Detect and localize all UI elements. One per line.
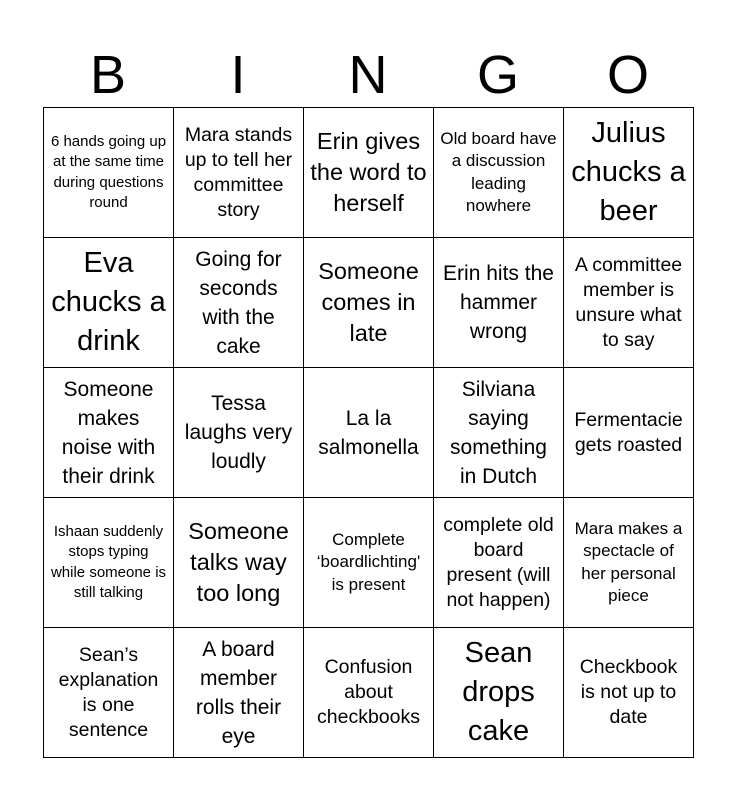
bingo-cell[interactable] (434, 238, 564, 368)
bingo-cell[interactable] (44, 108, 174, 238)
bingo-cell[interactable] (174, 628, 304, 758)
bingo-cell[interactable] (564, 108, 694, 238)
header-letter-n: N (348, 45, 388, 105)
header-letter-g: G (476, 45, 519, 105)
bingo-cell[interactable] (564, 498, 694, 628)
cell-text: La la salmonella (318, 406, 419, 459)
cell-text: Someone talks way too long (188, 518, 289, 606)
cell-text: complete old board present (will not happen) (443, 513, 554, 611)
bingo-cell[interactable] (304, 368, 434, 498)
cell-text: 6 hands going up at the same time during questions round (50, 132, 167, 211)
cell-text: Confusion about checkbooks (317, 656, 420, 728)
header-letter-b: B (89, 45, 127, 105)
cell-text: Going for seconds with the cake (195, 247, 282, 358)
bingo-cell[interactable] (434, 628, 564, 758)
cell-text: Old board have a discussion leading nowhere (440, 128, 557, 215)
bingo-cell[interactable] (304, 238, 434, 368)
cell-text: Complete ‘boardlichting' is present (316, 529, 421, 594)
bingo-cell[interactable] (304, 108, 434, 238)
cell-text: Checkbook is not up to date (579, 656, 678, 728)
header-letter-i: I (230, 45, 246, 105)
bingo-cell[interactable] (304, 628, 434, 758)
bingo-cell[interactable] (174, 238, 304, 368)
bingo-cell[interactable] (564, 368, 694, 498)
bingo-cell[interactable] (44, 238, 174, 368)
bingo-cell[interactable] (174, 498, 304, 628)
cell-text: Tessa laughs very loudly (184, 392, 293, 473)
cell-text: A board member rolls their eye (195, 637, 282, 748)
cell-text: Julius chucks a beer (571, 117, 686, 227)
cell-text: Silviana saying something in Dutch (450, 377, 547, 488)
cell-text: Eva chucks a drink (51, 247, 166, 357)
bingo-cell[interactable] (564, 238, 694, 368)
header-letter-o: O (606, 45, 649, 105)
cell-text: A committee member is unsure what to say (574, 253, 683, 351)
bingo-cell[interactable] (174, 368, 304, 498)
cell-text: Someone makes noise with their drink (61, 377, 156, 488)
cell-text: Erin gives the word to herself (310, 128, 427, 216)
cell-text: Mara makes a spectacle of her personal piece (574, 518, 683, 605)
cell-text: Mara stands up to tell her committee story (184, 123, 293, 221)
bingo-cell[interactable] (434, 498, 564, 628)
bingo-cell[interactable] (174, 108, 304, 238)
bingo-cell[interactable] (434, 108, 564, 238)
bingo-cell[interactable] (434, 368, 564, 498)
bingo-cell[interactable] (564, 628, 694, 758)
cell-text: Ishaan suddenly stops typing while someone is still talking (50, 522, 167, 601)
cell-text: Fermentacie gets roasted (574, 408, 683, 456)
cell-text: Erin hits the hammer wrong (443, 262, 554, 343)
bingo-cell[interactable] (44, 368, 174, 498)
bingo-cell[interactable] (44, 498, 174, 628)
cell-text: Sean’s explanation is one sentence (58, 643, 159, 741)
bingo-cell[interactable] (304, 498, 434, 628)
bingo-card (43, 107, 694, 758)
bingo-cell[interactable] (44, 628, 174, 758)
cell-text: Sean drops cake (462, 637, 535, 747)
cell-text: Someone comes in late (318, 258, 419, 346)
bingo-header (43, 42, 693, 108)
